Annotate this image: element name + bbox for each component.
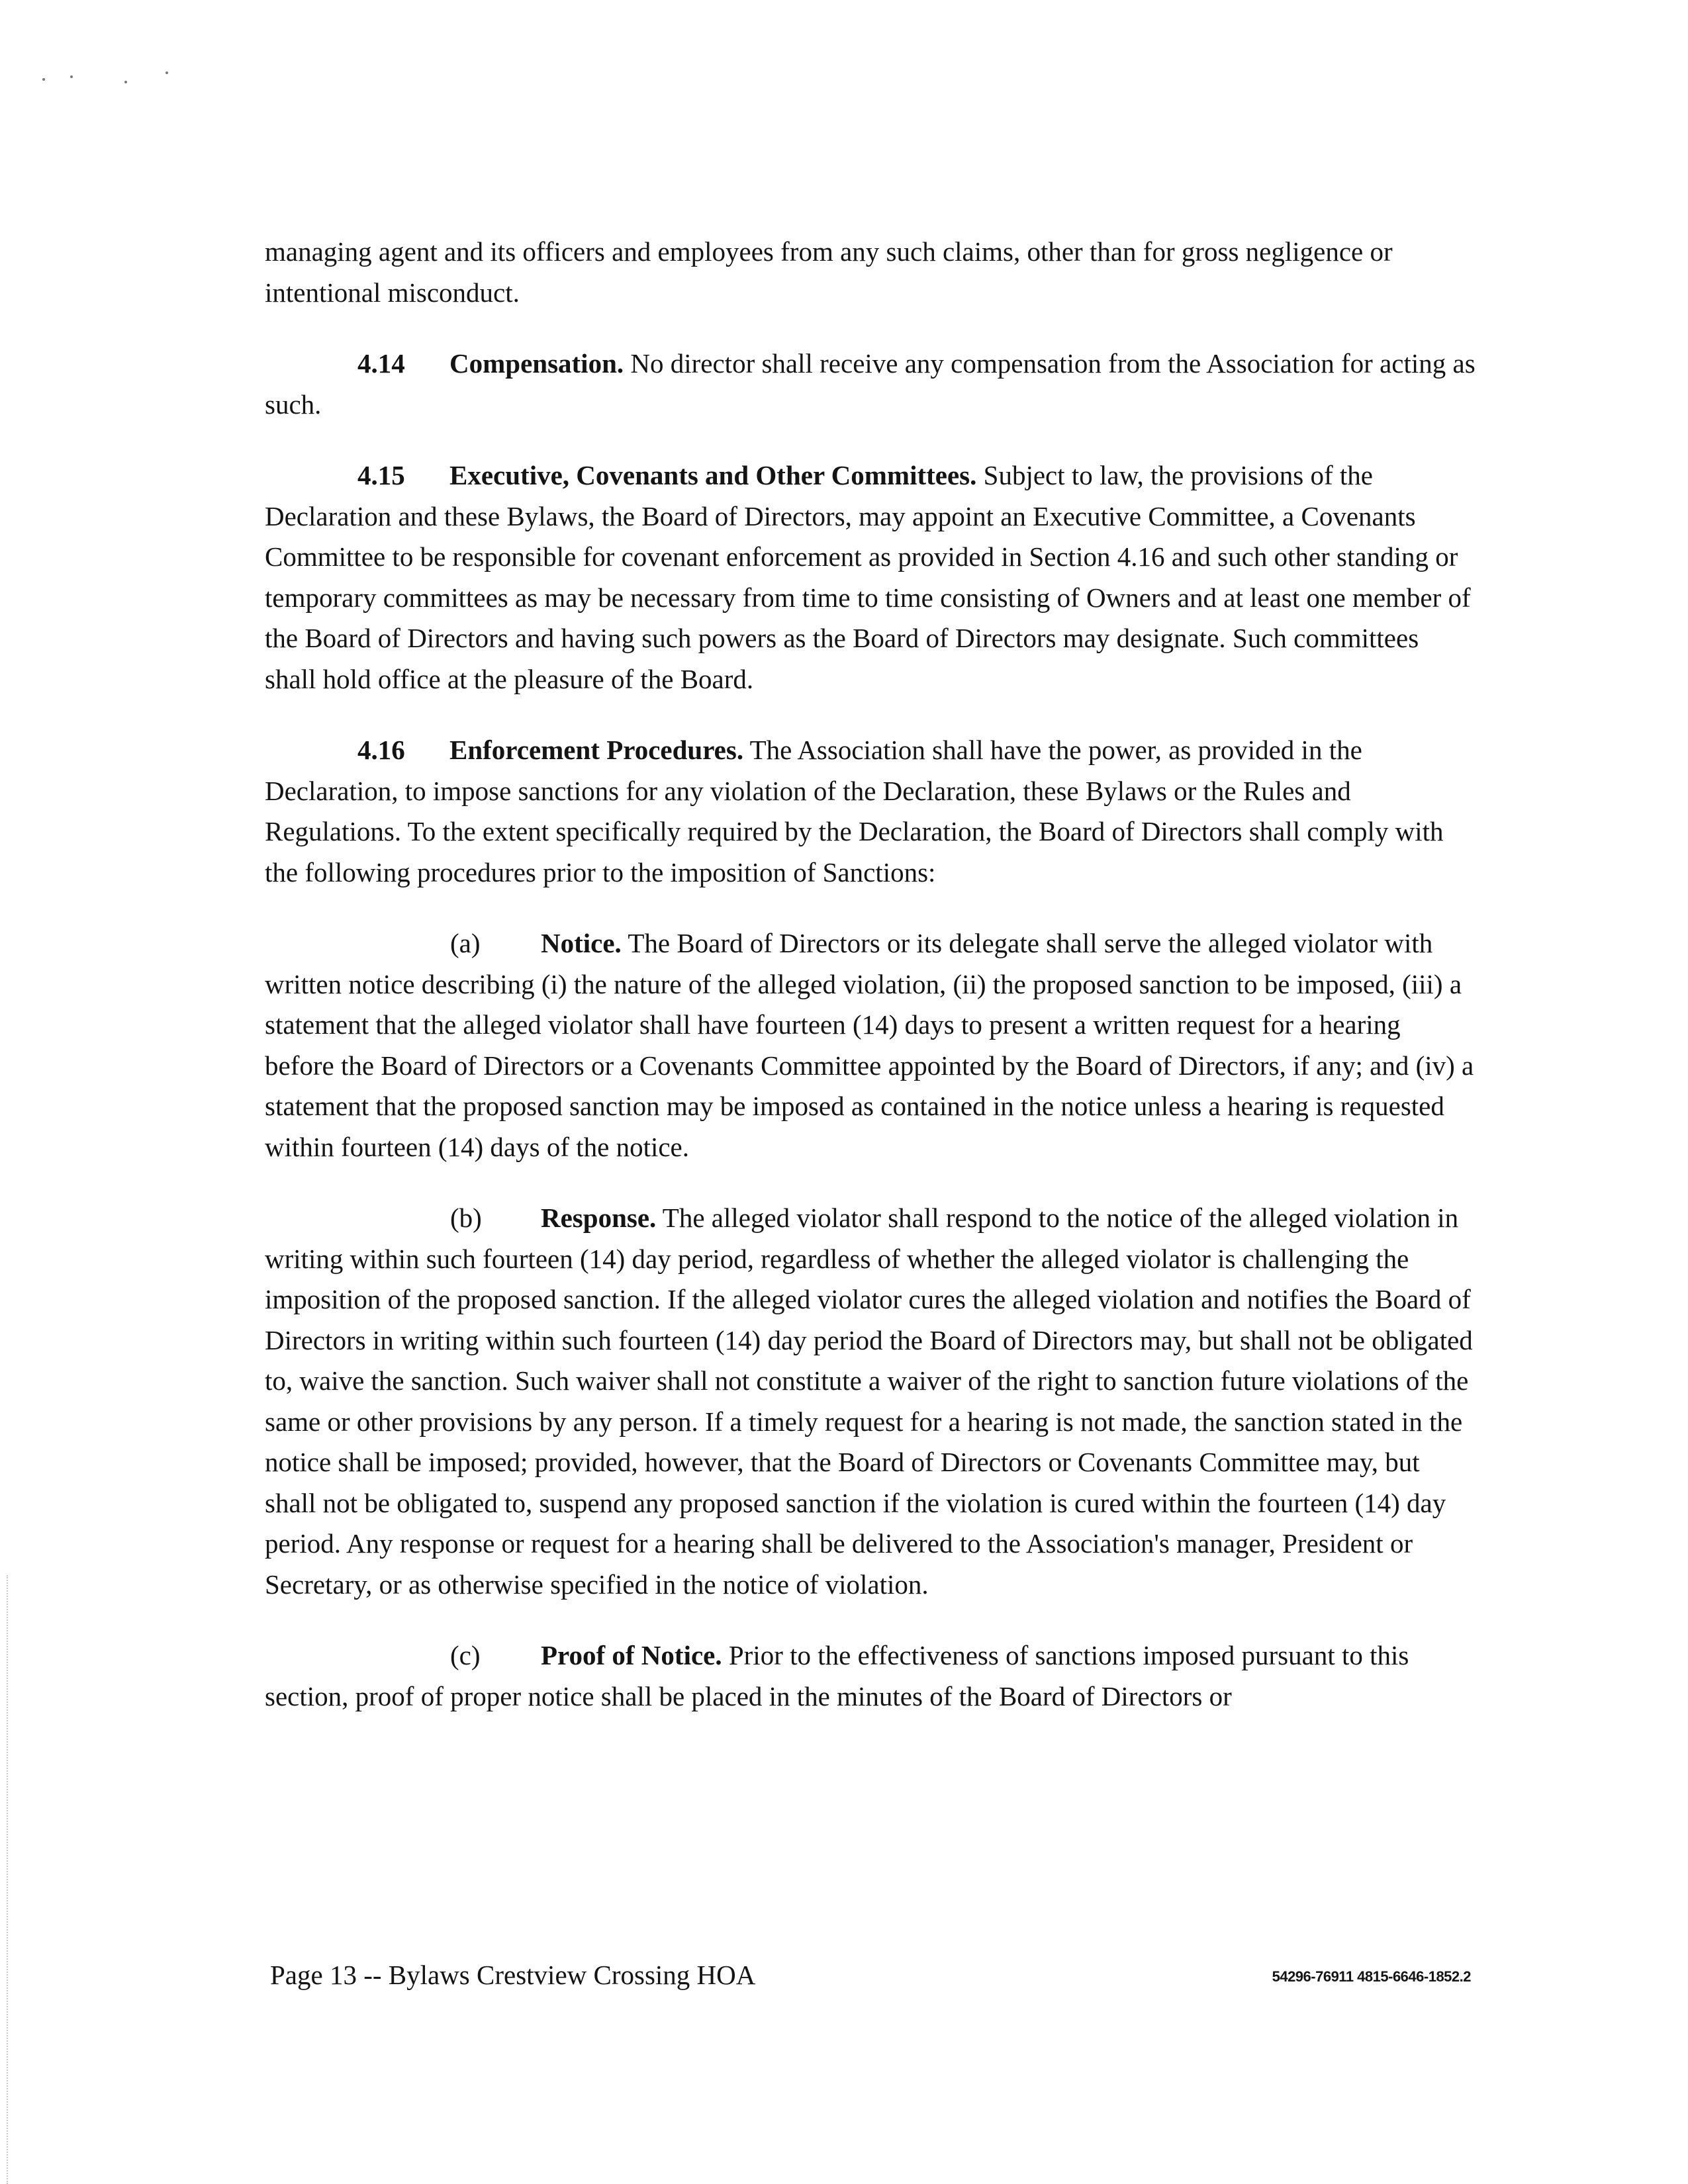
subsection-text: The alleged violator shall respond to the notice of the alleged violation in writing within such fourteen (14) day period, regardless of whether the alleged violator is challenging the imposition of the proposed sanction. If the alleged violator cures the alleged violation and notifies the Board of Directors in writing within such fourteen (14) day period the Board of Directors may, but shall not be obligated to, waive the sanction. Such waiver shall not constitute a waiver of the right to sanction future violations of the same or other provisions by any person. If a timely request for a hearing is not made, the sanction stated in the notice shall be imposed; provided, however, that the Board of Directors or Covenants Committee may, but shall not be obligated to, suspend any proposed sanction if the violation is cured within the fourteen (14) day period. Any response or request for a hearing shall be delivered to the Association's manager, President or Secretary, or as otherwise specified in the notice of violation. (265, 1203, 1473, 1600)
scan-speck (165, 71, 168, 74)
section-text: No director shall receive any compensation from the Association for acting as such. (265, 348, 1476, 420)
scan-edge-line (7, 1575, 8, 2184)
footer-page-label: Page 13 -- Bylaws Crestview Crossing HOA (270, 1960, 756, 1990)
document-body (265, 232, 1476, 1747)
continuation-paragraph (265, 232, 1476, 313)
subsection-label: (a) (450, 928, 481, 958)
footer-doc-id: 54296-76911 4815-6646-1852.2 (1272, 1968, 1471, 1985)
subsection-text: Prior to the effectiveness of sanctions imposed pursuant to this section, proof of proper notice shall be placed in the minutes of the Board of Directors or (265, 1640, 1409, 1711)
subsection-title: Response. (541, 1203, 657, 1233)
section-text: Subject to law, the provisions of the Declaration and these Bylaws, the Board of Directors, may appoint an Executive Committee, a Covenants Committee to be responsible for covenant enforcement as provided in Section 4.16 and such other standing or temporary committees as may be necessary from time to time consisting of Owners and at least one member of the Board of Directors and having such powers as the Board of Directors may designate. Such committees shall hold office at the pleasure of the Board. (265, 460, 1471, 694)
scan-speck (42, 78, 45, 81)
subsection-label: (c) (450, 1640, 481, 1670)
subsection-a (265, 923, 1476, 1167)
section-number: 4.16 (357, 735, 405, 765)
section-4-16 (265, 730, 1476, 893)
subsection-c (265, 1635, 1476, 1717)
section-number: 4.15 (357, 460, 405, 490)
section-title: Enforcement Procedures. (449, 735, 744, 765)
subsection-label: (b) (450, 1203, 482, 1233)
subsection-b (265, 1198, 1476, 1605)
scan-specks (40, 66, 185, 93)
section-4-14 (265, 343, 1476, 425)
subsection-title: Proof of Notice. (541, 1640, 722, 1670)
section-4-15 (265, 455, 1476, 700)
section-title: Executive, Covenants and Other Committees. (449, 460, 977, 490)
section-text: The Association shall have the power, as provided in the Declaration, to impose sanctions for any violation of the Declaration, these Bylaws or the Rules and Regulations. To the extent specifically required by the Declaration, the Board of Directors shall comply with the following procedures prior to the imposition of Sanctions: (265, 735, 1444, 887)
section-title: Compensation. (449, 348, 624, 379)
subsection-text: The Board of Directors or its delegate shall serve the alleged violator with written notice describing (i) the nature of the alleged violation, (ii) the proposed sanction to be imposed, (iii) a statement that the alleged violator shall have fourteen (14) days to present a written request for a hearing before the Board of Directors or a Covenants Committee appointed by the Board of Directors, if any; and (iv) a statement that the proposed sanction may be imposed as contained in the notice unless a hearing is requested within fourteen (14) days of the notice. (265, 928, 1474, 1162)
continuation-text: managing agent and its officers and employees from any such claims, other than for gross negligence or intentional misconduct. (265, 236, 1393, 308)
subsection-title: Notice. (541, 928, 622, 958)
scan-speck (70, 75, 73, 78)
section-number: 4.14 (357, 348, 405, 379)
scan-speck (124, 81, 127, 83)
